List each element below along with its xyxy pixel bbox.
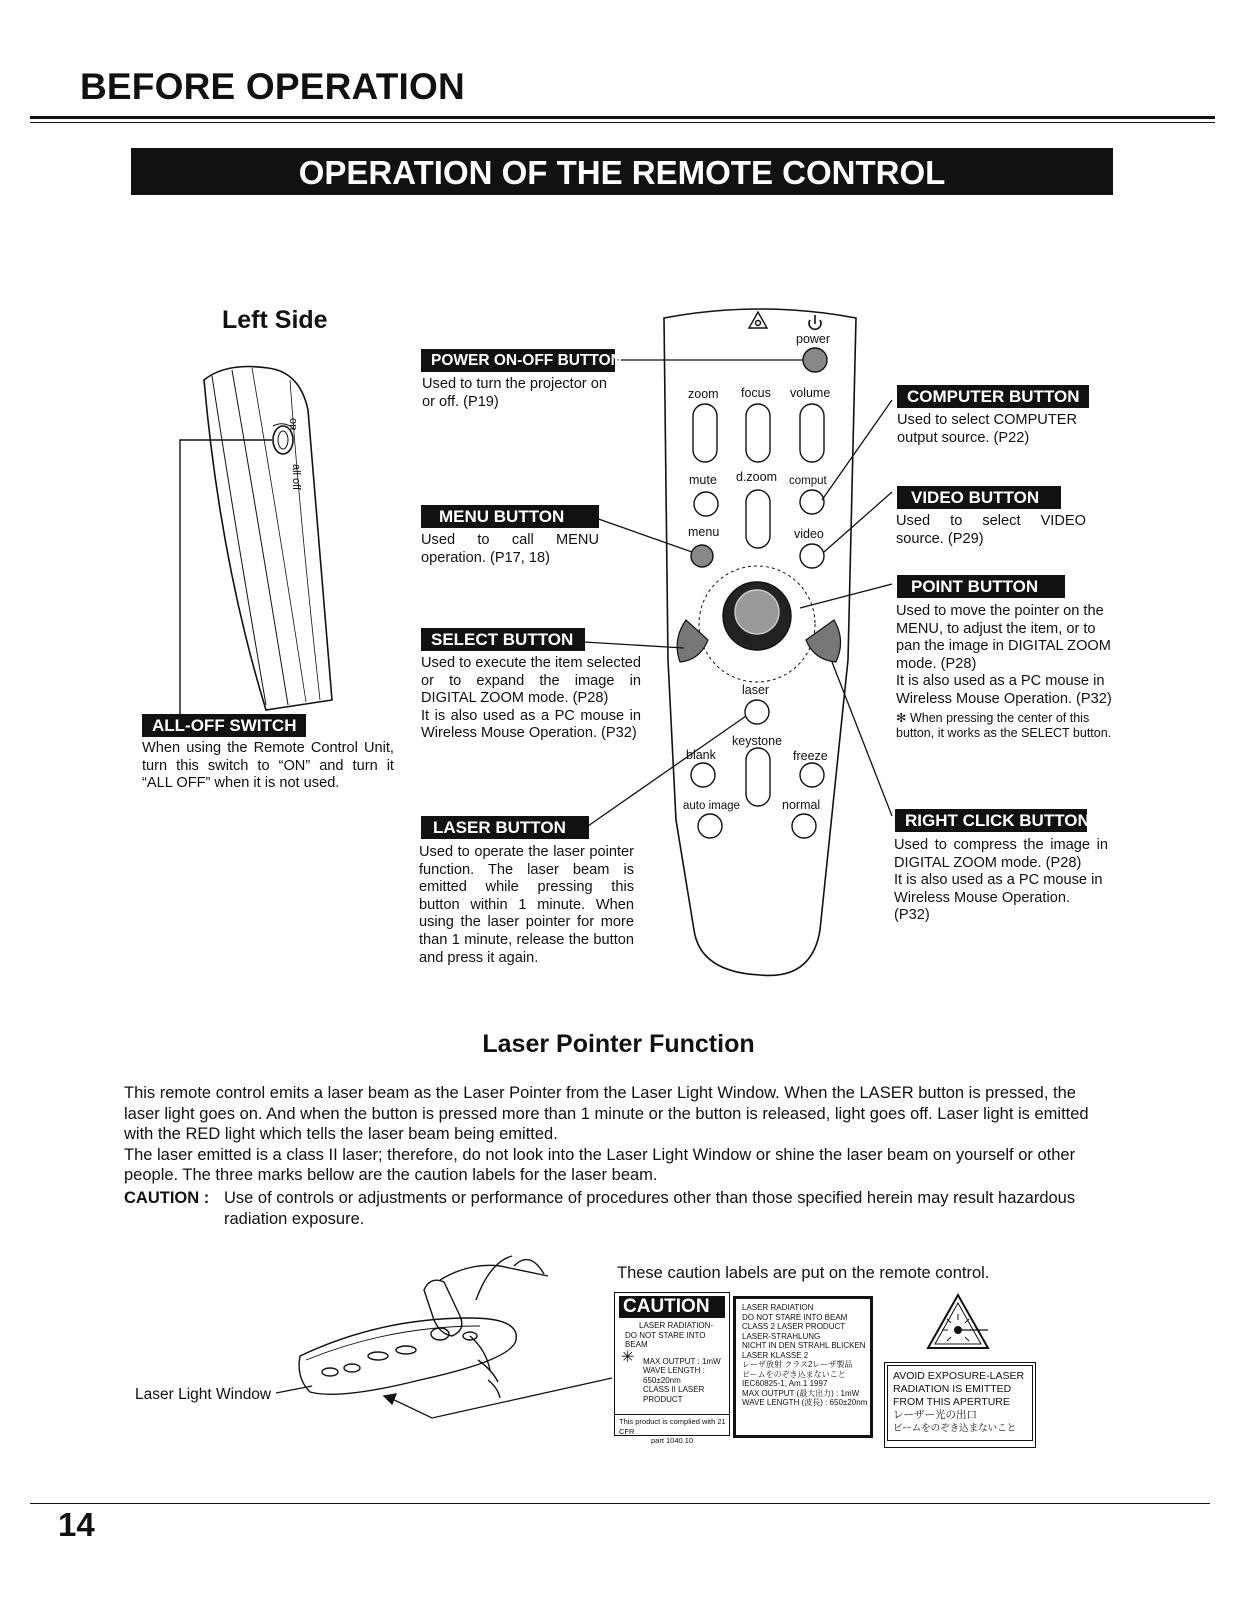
point-button-desc-2: It is also used as a PC mouse in Wireless Mouse Operation. (P32) [896,673,1112,707]
remote-freeze-text: freeze [793,749,828,763]
video-button-label: VIDEO BUTTON [897,486,1061,509]
remote-blank-text: blank [686,748,716,762]
caution-label-1-line6: This product is complied with 21 CFR [619,1417,726,1436]
normal-button [792,814,816,838]
laser-button-label: LASER BUTTON [421,816,589,839]
switch-on-text: on [287,418,299,431]
caution-label-3 [884,1362,1036,1448]
left-side-title: Left Side [222,306,328,334]
caution-label-title: CAUTION [619,1296,725,1318]
footer-rule [30,1503,1210,1504]
computer-leader [822,400,892,500]
caution-label-1-line2: DO NOT STARE INTO BEAM [625,1330,706,1349]
computer-button [800,490,824,514]
laser-section-title: Laser Pointer Function [482,1030,755,1058]
caution-label-2-line: LASER KLASSE 2 [742,1350,809,1360]
remote-focus-text: focus [741,386,771,400]
caution-label-2 [733,1296,873,1438]
remote-auto-image-text: auto image [683,800,740,812]
caution-label-3-line: RADIATION IS EMITTED [893,1383,1012,1395]
caution-text: Use of controls or adjustments or performance of procedures other than those specified herein may result hazardous radiation exposure. [224,1189,1076,1228]
caution-label-1-line1: LASER RADIATION- [639,1321,714,1330]
remote-laser-text: laser [742,683,770,697]
caution-label-2-line: レーザ放射 クラス2レーザ製品 [742,1360,853,1369]
caution-label-3-line: レーザー光の出口 [893,1409,977,1421]
video-button [800,544,824,568]
remote-menu-text: menu [688,525,720,539]
select-button-desc-2: It is also used as a PC mouse in Wireless Mouse Operation. (P32) [421,707,641,742]
point-leader [800,584,892,608]
point-button-desc [896,603,1118,741]
remote-mute-text: mute [689,473,717,487]
caution-label-2-line: DO NOT STARE INTO BEAM [742,1312,848,1322]
page-header: BEFORE OPERATION [80,66,465,107]
caution-label-2-line: LASER RADIATION [742,1303,814,1312]
all-off-switch-label: ALL-OFF SWITCH [142,714,306,737]
video-leader [824,492,892,552]
point-button-desc-1: Used to move the pointer on the MENU, to adjust the item, or to pan the image in DIGITAL ZOOM mode. (P28) [896,603,1111,672]
menu-leader [590,516,692,552]
caution-label-1-line3: MAX OUTPUT : 1mW [643,1356,721,1366]
remote-video-text: video [794,527,824,541]
select-leader [584,642,684,648]
blank-button [691,763,715,787]
caution-label-2-line: MAX OUTPUT (最大出力) : 1mW [742,1388,860,1398]
caution-label-1-line5: CLASS II LASER PRODUCT [643,1385,705,1404]
power-button-desc: Used to turn the projector on or off. (P19) [422,376,607,410]
dzoom-button [746,490,770,548]
caution-label-2-line: IEC60825-1, Am.1 1997 [742,1379,828,1388]
zoom-button [693,404,717,462]
right-click-button-label: RIGHT CLICK BUTTON [895,809,1087,832]
power-button [803,348,827,372]
laser-window-leader [276,1386,312,1393]
caution-label-3-line: FROM THIS APERTURE [893,1396,1010,1408]
volume-button [800,404,824,462]
caution-label-1-line7: part 1040.10 [651,1436,694,1445]
select-button [677,620,708,662]
power-button-label: POWER ON-OFF BUTTON [421,349,615,372]
laser-paragraph-1: This remote control emits a laser beam as the Laser Pointer from the Laser Light Window. When the LASER button is pressed, the laser light goes on. And when the button is pressed more than 1 minute or the button is released, light goes off. Laser light is emitted with the RED light which tells the laser beam being emitted. [124,1084,1089,1143]
point-button-note: ✻ When pressing the center of this button, it works as the SELECT button. [896,710,1112,740]
select-button-label: SELECT BUTTON [421,628,585,651]
laser-button [745,700,769,724]
caution-label-2-line: WAVE LENGTH (波長) : 650±20nm [742,1398,868,1407]
right-click-desc-1: Used to compress the image in DIGITAL ZOOM mode. (P28) [894,837,1108,871]
freeze-button [800,763,824,787]
caution-label-2-lines [736,1299,870,1408]
right-click-button-desc [894,837,1108,925]
remote-keystone-text: keystone [732,734,783,748]
laser-starburst-icon: ✳ [621,1349,635,1366]
laser-light-window-text: Laser Light Window [135,1386,272,1403]
caution-label-2-line: LASER-STRAHLUNG [742,1331,821,1341]
section-banner: OPERATION OF THE REMOTE CONTROL [131,148,1113,195]
laser-button-desc: Used to operate the laser pointer function. The laser beam is emitted while pressing this button within 1 minute. When using the laser pointer for more than 1 minute, release the button and press it again. [419,844,634,966]
computer-button-label: COMPUTER BUTTON [897,385,1089,408]
page-number: 14 [58,1506,95,1543]
all-off-switch-desc: When using the Remote Control Unit, turn this switch to “ON” and turn it “ALL OFF” when it is not used. [142,740,394,792]
remote-side-illustration [204,367,332,711]
menu-button-label: MENU BUTTON [421,505,599,528]
remote-normal-text: normal [782,798,821,812]
auto-image-button [698,814,722,838]
label-pointer-line [386,1378,612,1418]
laser-warning-icon [928,1295,988,1348]
select-button-desc [421,655,641,743]
remote-computer-text: comput [789,475,827,487]
point-button-label: POINT BUTTON [897,575,1065,598]
caution-label-1-line4: WAVE LENGTH : 650±20nm [643,1366,705,1385]
right-click-desc-2: It is also used as a PC mouse in Wireless Mouse Operation. (P32) [894,872,1103,924]
remote-power-text: power [796,332,831,346]
power-icon [809,315,821,329]
computer-button-desc: Used to select COMPUTER output source. (P22) [897,412,1078,446]
caution-label-2-line: CLASS 2 LASER PRODUCT [742,1322,846,1331]
menu-button-desc: Used to call MENU operation. (P17, 18) [421,532,599,566]
caution-label-3-line: ビームをのぞき込まないこと [893,1423,1017,1434]
right-click-leader [832,662,892,816]
remote-volume-text: volume [790,386,831,400]
hand-remote-illustration [299,1256,548,1398]
mute-button [694,492,718,516]
select-button-center [735,590,779,634]
remote-zoom-text: zoom [688,387,719,401]
video-button-desc: Used to select VIDEO source. (P29) [896,513,1086,547]
keystone-button [746,748,770,806]
laser-body-text [124,1083,1109,1186]
caution-term [124,1188,224,1209]
right-click-button [806,620,841,662]
switch-off-text: all off [290,464,302,491]
caution-label-2-line: ビームをのぞき込まないこと [742,1369,846,1379]
focus-button [746,404,770,462]
labels-intro: These caution labels are put on the remote control. [617,1264,990,1282]
caution-label-2-line: NICHT IN DEN STRAHL BLICKEN [742,1341,866,1350]
caution-label-3-line: AVOID EXPOSURE-LASER [893,1370,1025,1382]
select-button-desc-1: Used to execute the item selected or to expand the image in DIGITAL ZOOM mode. (P28) [421,655,641,707]
remote-dzoom-text: d.zoom [736,470,777,484]
menu-button [691,545,713,567]
caution-term-text: CAUTION : [124,1189,210,1207]
all-off-leader [180,440,272,717]
caution-label-1 [614,1292,730,1445]
laser-paragraph-2: The laser emitted is a class II laser; therefore, do not look into the Laser Light Window or shine the laser beam on yourself or other people. The three marks bellow are the caution labels for the laser beam. [124,1145,1076,1184]
warning-icon [749,312,767,328]
